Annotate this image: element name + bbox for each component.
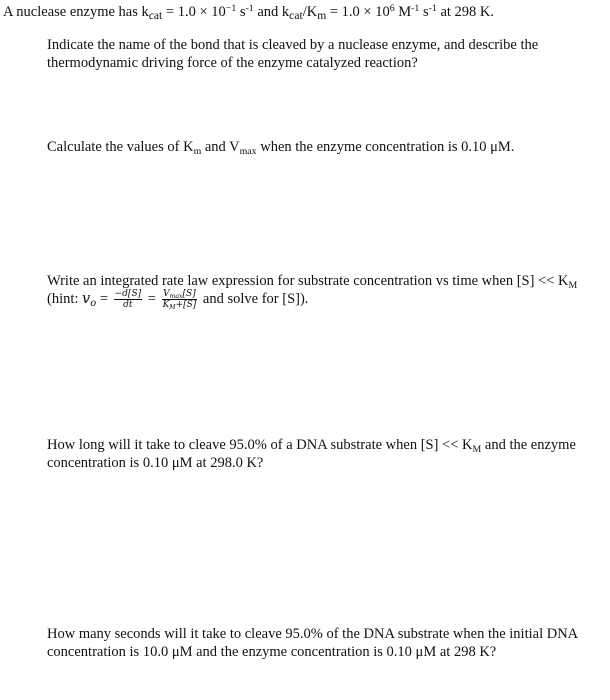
hint-open: (hint: [47, 290, 83, 307]
ratio-exponent: 6 [389, 3, 395, 15]
question-3 [47, 272, 592, 310]
intro-kcat-value: = 1.0 × 10 [162, 4, 226, 20]
question-2 [47, 138, 592, 156]
mm-km-subscript: M [169, 303, 176, 311]
kcat-subscript: cat [148, 9, 163, 23]
intro-temperature: at 298 K. [436, 4, 495, 20]
question-5-line-1: How many seconds will it take to cleave 95.0% of the DNA substrate when the initial DNA [47, 626, 579, 642]
intro-unit-m: M [394, 4, 412, 20]
problem-intro [3, 3, 603, 21]
unit-s-exponent: -1 [428, 3, 437, 15]
rate-fraction-denominator: dt [123, 300, 133, 310]
q3-km-subscript: M [568, 279, 578, 291]
question-1 [47, 36, 592, 72]
question-1-text: Indicate the name of the bond that is cleaved by a nuclease enzyme, and describe the thermodynamic driving force of the enzyme catalyzed reaction? [47, 37, 539, 71]
km-subscript: m [317, 9, 327, 23]
question-2-suffix: when the enzyme concentration is 0.10 μM. [256, 139, 515, 155]
q2-km-subscript: m [193, 145, 202, 157]
question-4-text: How long will it take to cleave 95.0% of a DNA substrate when [S] << K [47, 437, 473, 453]
question-5 [47, 625, 592, 661]
hint-equals: = [96, 290, 112, 307]
intro-unit-s: s [419, 4, 429, 20]
question-2-text: Calculate the values of K [47, 139, 194, 155]
mm-fraction [162, 289, 198, 310]
question-4-line-1 [47, 436, 592, 454]
unit-exponent: -1 [245, 3, 254, 15]
kcat-exponent: −1 [225, 3, 237, 15]
intro-unit: s [236, 4, 246, 20]
q4-km-subscript: M [472, 443, 482, 455]
mm-substrate: [S] [182, 289, 196, 299]
question-3-line-1 [47, 272, 592, 290]
question-4-suffix: and the enzyme [481, 437, 576, 453]
hint-equals-2: = [144, 290, 160, 307]
mm-substrate-den: +[S] [175, 300, 197, 310]
question-3-text: Write an integrated rate law expression for substrate concentration vs time when [S] << K [47, 273, 569, 289]
mm-km: K [162, 300, 170, 310]
question-4-line-2: concentration is 0.10 μM at 298.0 K? [47, 455, 264, 471]
unit-m-exponent: -1 [411, 3, 420, 15]
hint-close: and solve for [S]). [199, 290, 309, 307]
intro-ratio-value: = 1.0 × 10 [326, 4, 390, 20]
mm-vmax: V [163, 289, 170, 299]
hint-v0-subscript: o [90, 297, 97, 309]
rate-fraction-numerator: −d[S] [114, 289, 142, 299]
question-5-line-2: concentration is 10.0 μM and the enzyme concentration is 0.10 μM at 298 K? [47, 644, 497, 660]
question-3-hint [47, 289, 592, 310]
kcat-subscript-2: cat [289, 9, 303, 23]
mm-fraction-denominator [162, 300, 198, 310]
intro-text: A nuclease enzyme has k [3, 4, 149, 20]
intro-slash-k: /K [302, 4, 318, 20]
question-2-mid: and V [201, 139, 240, 155]
question-4 [47, 436, 592, 472]
hint-v0: v [82, 290, 91, 307]
mm-vmax-subscript: max [169, 292, 183, 300]
intro-and: and k [253, 4, 290, 20]
mm-fraction-numerator [162, 289, 198, 300]
q2-vmax-subscript: max [239, 145, 257, 157]
rate-fraction [114, 289, 143, 310]
